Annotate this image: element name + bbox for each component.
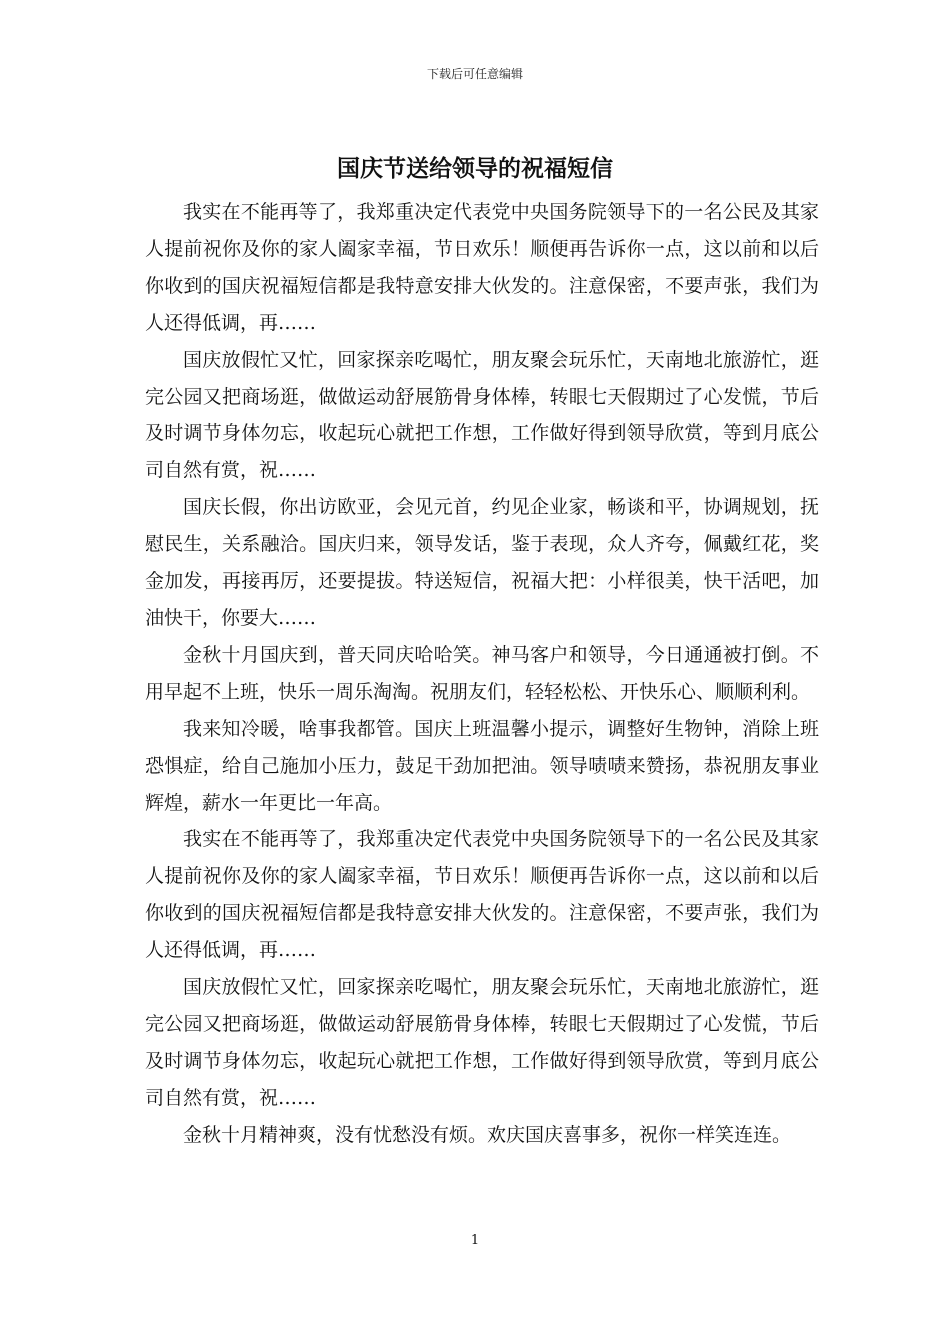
- page-number: 1: [470, 1233, 480, 1248]
- paragraph: 金秋十月国庆到，普天同庆哈哈笑。神马客户和领导，今日通通被打倒。不用早起不上班，快乐一周乐淘淘。祝朋友们，轻轻松松、开快乐心、顺顺利利。: [145, 643, 819, 703]
- paragraph: 国庆长假，你出访欧亚，会见元首，约见企业家，畅谈和平，协调规划，抚慰民生，关系融洽。国庆归来，领导发话，鉴于表现，众人齐夸，佩戴红花，奖金加发，再接再厉，还要提拔。特送短信，祝福大把：小样很美，快干活吧，加油快干，你要大……: [145, 496, 819, 629]
- paragraph: 金秋十月精神爽，没有忧愁没有烦。欢庆国庆喜事多，祝你一样笑连连。: [183, 1123, 792, 1146]
- paragraph: 国庆放假忙又忙，回家探亲吃喝忙，朋友聚会玩乐忙，天南地北旅游忙，逛完公园又把商场逛，做做运动舒展筋骨身体棒，转眼七天假期过了心发慌，节后及时调节身体勿忘，收起玩心就把工作想，工作做好得到领导欣赏，等到月底公司自然有赏，祝……: [145, 348, 819, 482]
- paragraph: 我实在不能再等了，我郑重决定代表党中央国务院领导下的一名公民及其家人提前祝你及你的家人阖家幸福，节日欢乐！顺便再告诉你一点，这以前和以后你收到的国庆祝福短信都是我特意安排大伙发的。注意保密，不要声张，我们为人还得低调，再……: [145, 828, 819, 962]
- document-body: [145, 194, 819, 1154]
- document-title: 国庆节送给领导的祝福短信: [337, 155, 613, 182]
- paragraph: 我实在不能再等了，我郑重决定代表党中央国务院领导下的一名公民及其家人提前祝你及你的家人阖家幸福，节日欢乐！顺便再告诉你一点，这以前和以后你收到的国庆祝福短信都是我特意安排大伙发的。注意保密，不要声张，我们为人还得低调，再……: [145, 201, 819, 334]
- paragraph: 国庆放假忙又忙，回家探亲吃喝忙，朋友聚会玩乐忙，天南地北旅游忙，逛完公园又把商场逛，做做运动舒展筋骨身体棒，转眼七天假期过了心发慌，节后及时调节身体勿忘，收起玩心就把工作想，工作做好得到领导欣赏，等到月底公司自然有赏，祝……: [145, 976, 819, 1109]
- header-note: 下载后可任意编辑: [426, 67, 523, 81]
- paragraph: 我来知冷暖，啥事我都管。国庆上班温馨小提示，调整好生物钟，消除上班恐惧症，给自己施加小压力，鼓足干劲加把油。领导啧啧来赞扬，恭祝朋友事业辉煌，薪水一年更比一年高。: [145, 717, 819, 814]
